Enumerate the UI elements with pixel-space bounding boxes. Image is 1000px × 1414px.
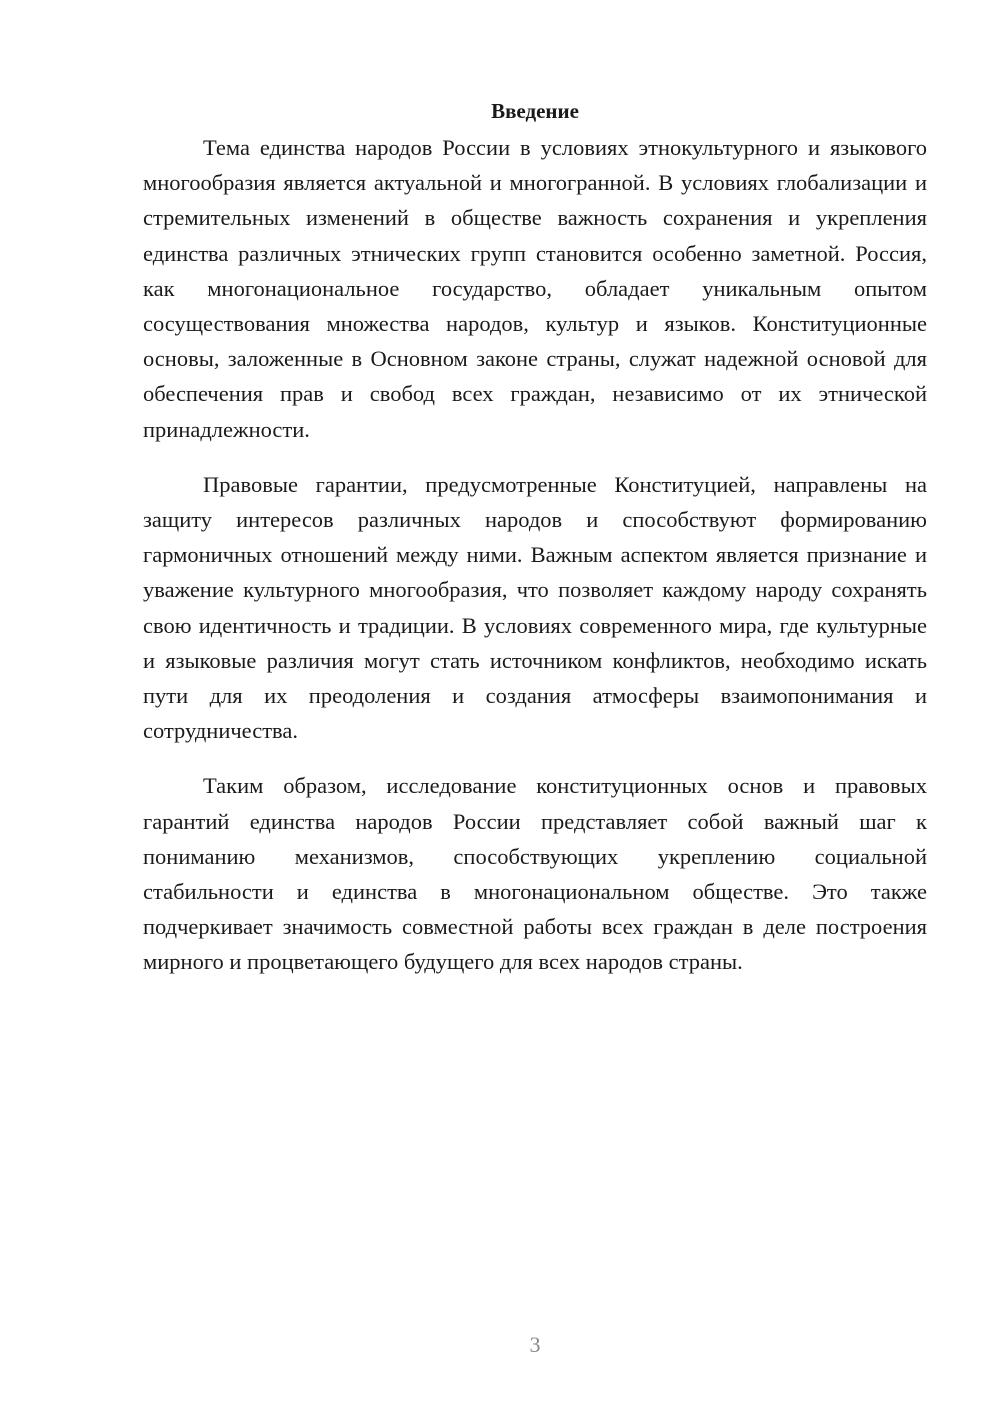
paragraph-1: Тема единства народов России в условиях этнокультурного и языкового многообразия является актуальной и многогранной. В условиях глобализации и стремительных изменений в обществе важность сохранения и укрепления единства различных этнических групп становится особенно заметной. Россия, как многонациональное государство, обладает уникальным опытом сосуществования множества народов, культур и языков. Конституционные основы, заложенные в Основном законе страны, служат надежной основой для обеспечения прав и свобод всех граждан, независимо от их этнической принадлежности. [143,135,927,442]
paragraph-2: Правовые гарантии, предусмотренные Конституцией, направлены на защиту интересов различных народов и способствуют формированию гармоничных отношений между ними. Важным аспектом является признание и уважение культурного многообразия, что позволяет каждому народу сохранять свою идентичность и традиции. В условиях современного мира, где культурные и языковые различия могут стать источником конфликтов, необходимо искать пути для их преодоления и создания атмосферы взаимопонимания и сотрудничества. [143,471,927,744]
page-number: 3 [529,1332,541,1357]
paragraph-3: Таким образом, исследование конституционных основ и правовых гарантий единства народов России представляет собой важный шаг к пониманию механизмов, способствующих укреплению социальной стабильности и единства в многонациональном обществе. Это также подчеркивает значимость совместной работы всех граждан в деле построения мирного и процветающего будущего для всех народов страны. [143,773,927,975]
page-content [143,96,927,1000]
section-heading: Введение [491,99,579,123]
